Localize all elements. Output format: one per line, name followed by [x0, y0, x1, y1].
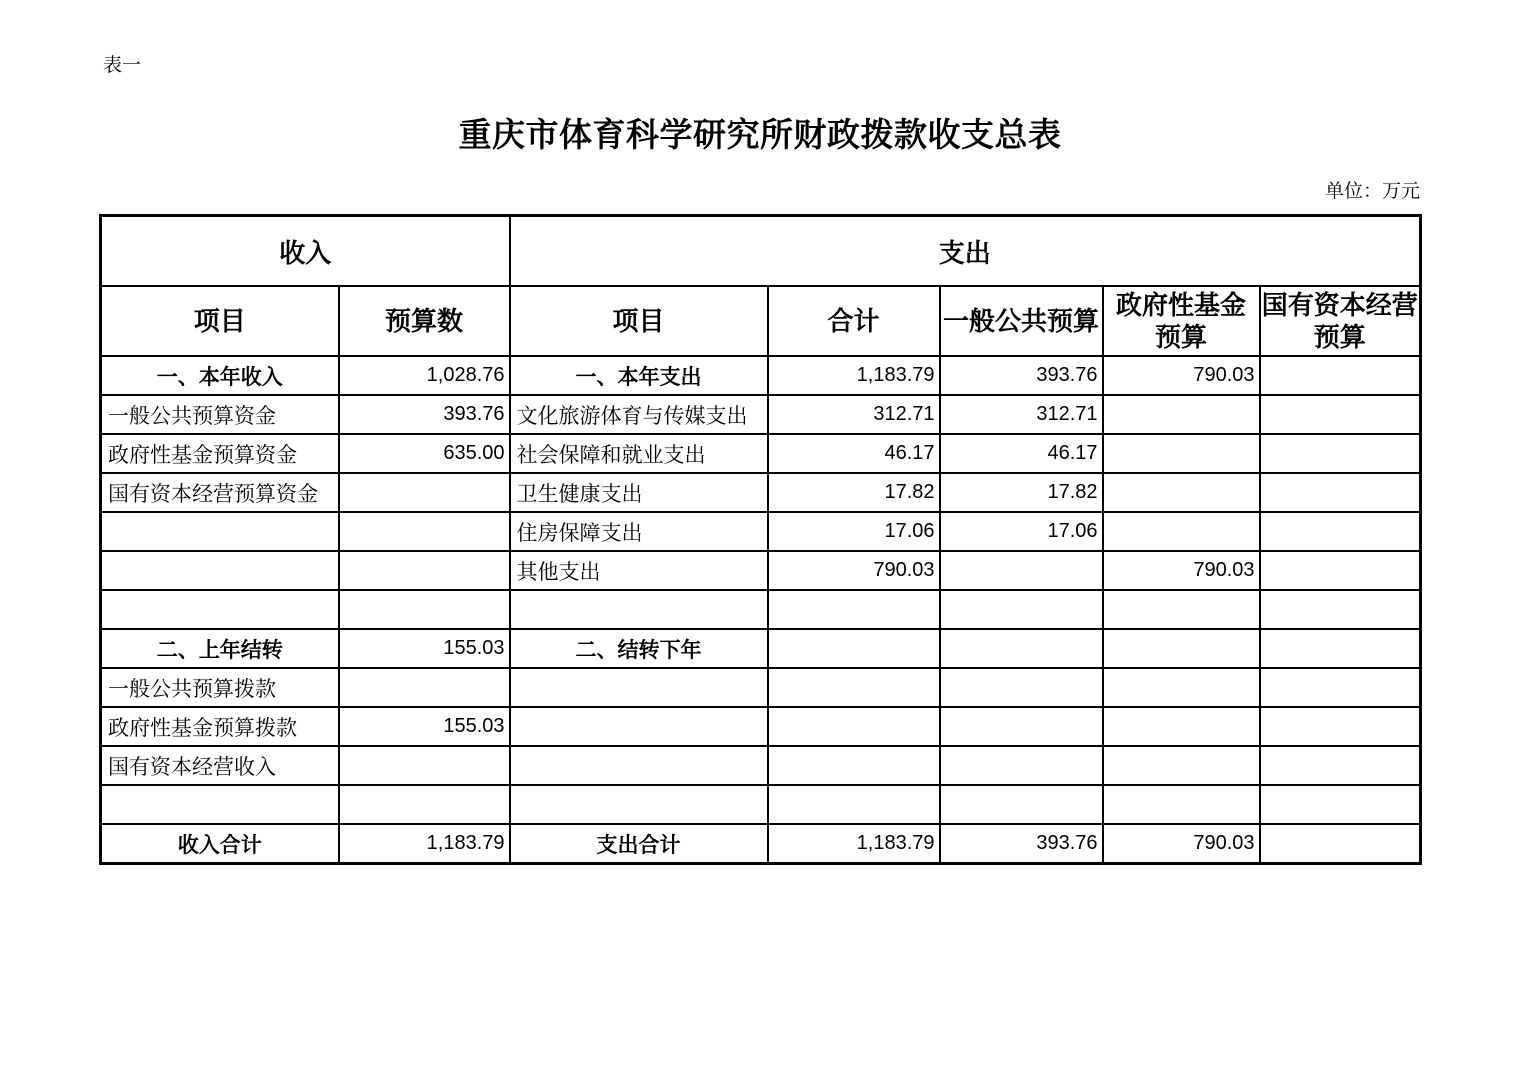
expense-total-cell: 1,183.79	[768, 824, 940, 864]
table-row	[101, 590, 1421, 629]
general-public-budget-cell: 393.76	[940, 824, 1103, 864]
income-budget-cell	[339, 668, 510, 707]
income-item-column-header: 项目	[101, 286, 339, 356]
income-budget-cell: 155.03	[339, 629, 510, 668]
income-item-cell	[101, 512, 339, 551]
expense-total-cell: 17.06	[768, 512, 940, 551]
state-capital-budget-cell	[1260, 668, 1421, 707]
income-item-cell: 政府性基金预算资金	[101, 434, 339, 473]
govt-fund-budget-cell	[1103, 590, 1260, 629]
expense-item-cell	[510, 707, 768, 746]
govt-fund-budget-cell	[1103, 473, 1260, 512]
income-item-cell: 一、本年收入	[101, 356, 339, 395]
expense-total-cell	[768, 668, 940, 707]
income-budget-cell: 635.00	[339, 434, 510, 473]
expense-item-cell: 住房保障支出	[510, 512, 768, 551]
state-capital-budget-cell	[1260, 434, 1421, 473]
state-capital-budget-cell	[1260, 824, 1421, 864]
state-capital-budget-cell	[1260, 629, 1421, 668]
expense-group-header: 支出	[510, 216, 1421, 287]
expense-total-cell	[768, 746, 940, 785]
expense-total-cell: 1,183.79	[768, 356, 940, 395]
income-item-cell	[101, 785, 339, 824]
state-capital-budget-cell	[1260, 395, 1421, 434]
govt-fund-budget-cell: 790.03	[1103, 551, 1260, 590]
expense-item-cell: 二、结转下年	[510, 629, 768, 668]
govt-fund-budget-column-header: 政府性基金预算	[1103, 286, 1260, 356]
general-public-budget-cell	[940, 785, 1103, 824]
state-capital-budget-cell	[1260, 356, 1421, 395]
income-item-cell: 收入合计	[101, 824, 339, 864]
expense-item-cell	[510, 668, 768, 707]
income-item-cell: 国有资本经营预算资金	[101, 473, 339, 512]
table-row	[101, 824, 1421, 864]
general-public-budget-column-header: 一般公共预算	[940, 286, 1103, 356]
expense-item-cell	[510, 746, 768, 785]
general-public-budget-cell: 46.17	[940, 434, 1103, 473]
income-budget-cell: 155.03	[339, 707, 510, 746]
expense-total-cell: 790.03	[768, 551, 940, 590]
govt-fund-budget-cell	[1103, 707, 1260, 746]
table-row	[101, 629, 1421, 668]
expense-total-cell: 46.17	[768, 434, 940, 473]
budget-table	[99, 214, 1422, 865]
general-public-budget-cell	[940, 629, 1103, 668]
expense-total-cell	[768, 629, 940, 668]
income-budget-cell	[339, 590, 510, 629]
income-budget-cell: 393.76	[339, 395, 510, 434]
general-public-budget-cell	[940, 590, 1103, 629]
expense-item-cell	[510, 785, 768, 824]
income-item-cell	[101, 590, 339, 629]
govt-fund-budget-cell	[1103, 395, 1260, 434]
govt-fund-budget-cell	[1103, 668, 1260, 707]
general-public-budget-cell: 17.06	[940, 512, 1103, 551]
table-row	[101, 707, 1421, 746]
state-capital-budget-cell	[1260, 707, 1421, 746]
govt-fund-budget-cell	[1103, 512, 1260, 551]
income-item-cell: 一般公共预算拨款	[101, 668, 339, 707]
income-budget-cell	[339, 473, 510, 512]
expense-item-cell: 一、本年支出	[510, 356, 768, 395]
govt-fund-budget-cell: 790.03	[1103, 356, 1260, 395]
expense-item-cell	[510, 590, 768, 629]
state-capital-budget-cell	[1260, 746, 1421, 785]
state-capital-budget-cell	[1260, 473, 1421, 512]
table-row	[101, 395, 1421, 434]
expense-total-cell: 17.82	[768, 473, 940, 512]
general-public-budget-cell	[940, 551, 1103, 590]
expense-total-cell	[768, 590, 940, 629]
govt-fund-budget-cell	[1103, 434, 1260, 473]
income-budget-cell: 1,183.79	[339, 824, 510, 864]
income-budget-cell	[339, 551, 510, 590]
column-header-row	[101, 286, 1421, 356]
general-public-budget-cell: 17.82	[940, 473, 1103, 512]
table-body	[101, 356, 1421, 864]
general-public-budget-cell	[940, 746, 1103, 785]
expense-item-cell: 其他支出	[510, 551, 768, 590]
general-public-budget-cell	[940, 707, 1103, 746]
table-row	[101, 434, 1421, 473]
table-row	[101, 746, 1421, 785]
table-row	[101, 512, 1421, 551]
income-budget-column-header: 预算数	[339, 286, 510, 356]
govt-fund-budget-cell: 790.03	[1103, 824, 1260, 864]
state-capital-budget-cell	[1260, 785, 1421, 824]
expense-total-cell	[768, 707, 940, 746]
expense-item-cell: 社会保障和就业支出	[510, 434, 768, 473]
unit-note: 单位：万元	[1324, 181, 1420, 202]
expense-total-cell	[768, 785, 940, 824]
income-item-cell	[101, 551, 339, 590]
page-title: 重庆市体育科学研究所财政拨款收支总表	[458, 118, 1062, 154]
expense-item-cell: 卫生健康支出	[510, 473, 768, 512]
table-row	[101, 473, 1421, 512]
income-group-header: 收入	[101, 216, 510, 287]
state-capital-budget-cell	[1260, 590, 1421, 629]
table-number-label: 表一	[103, 55, 142, 76]
income-item-cell: 政府性基金预算拨款	[101, 707, 339, 746]
table-row	[101, 668, 1421, 707]
general-public-budget-cell: 312.71	[940, 395, 1103, 434]
income-item-cell: 国有资本经营收入	[101, 746, 339, 785]
expense-total-column-header: 合计	[768, 286, 940, 356]
general-public-budget-cell	[940, 668, 1103, 707]
group-header-row	[101, 216, 1421, 287]
income-item-cell: 一般公共预算资金	[101, 395, 339, 434]
govt-fund-budget-cell	[1103, 746, 1260, 785]
income-budget-cell: 1,028.76	[339, 356, 510, 395]
income-budget-cell	[339, 512, 510, 551]
expense-item-cell: 支出合计	[510, 824, 768, 864]
expense-item-column-header: 项目	[510, 286, 768, 356]
govt-fund-budget-cell	[1103, 629, 1260, 668]
income-budget-cell	[339, 746, 510, 785]
expense-total-cell: 312.71	[768, 395, 940, 434]
table-row	[101, 356, 1421, 395]
income-budget-cell	[339, 785, 510, 824]
income-item-cell: 二、上年结转	[101, 629, 339, 668]
state-capital-budget-cell	[1260, 512, 1421, 551]
expense-item-cell: 文化旅游体育与传媒支出	[510, 395, 768, 434]
govt-fund-budget-cell	[1103, 785, 1260, 824]
state-capital-budget-column-header: 国有资本经营预算	[1260, 286, 1421, 356]
general-public-budget-cell: 393.76	[940, 356, 1103, 395]
table-row	[101, 785, 1421, 824]
state-capital-budget-cell	[1260, 551, 1421, 590]
table-row	[101, 551, 1421, 590]
